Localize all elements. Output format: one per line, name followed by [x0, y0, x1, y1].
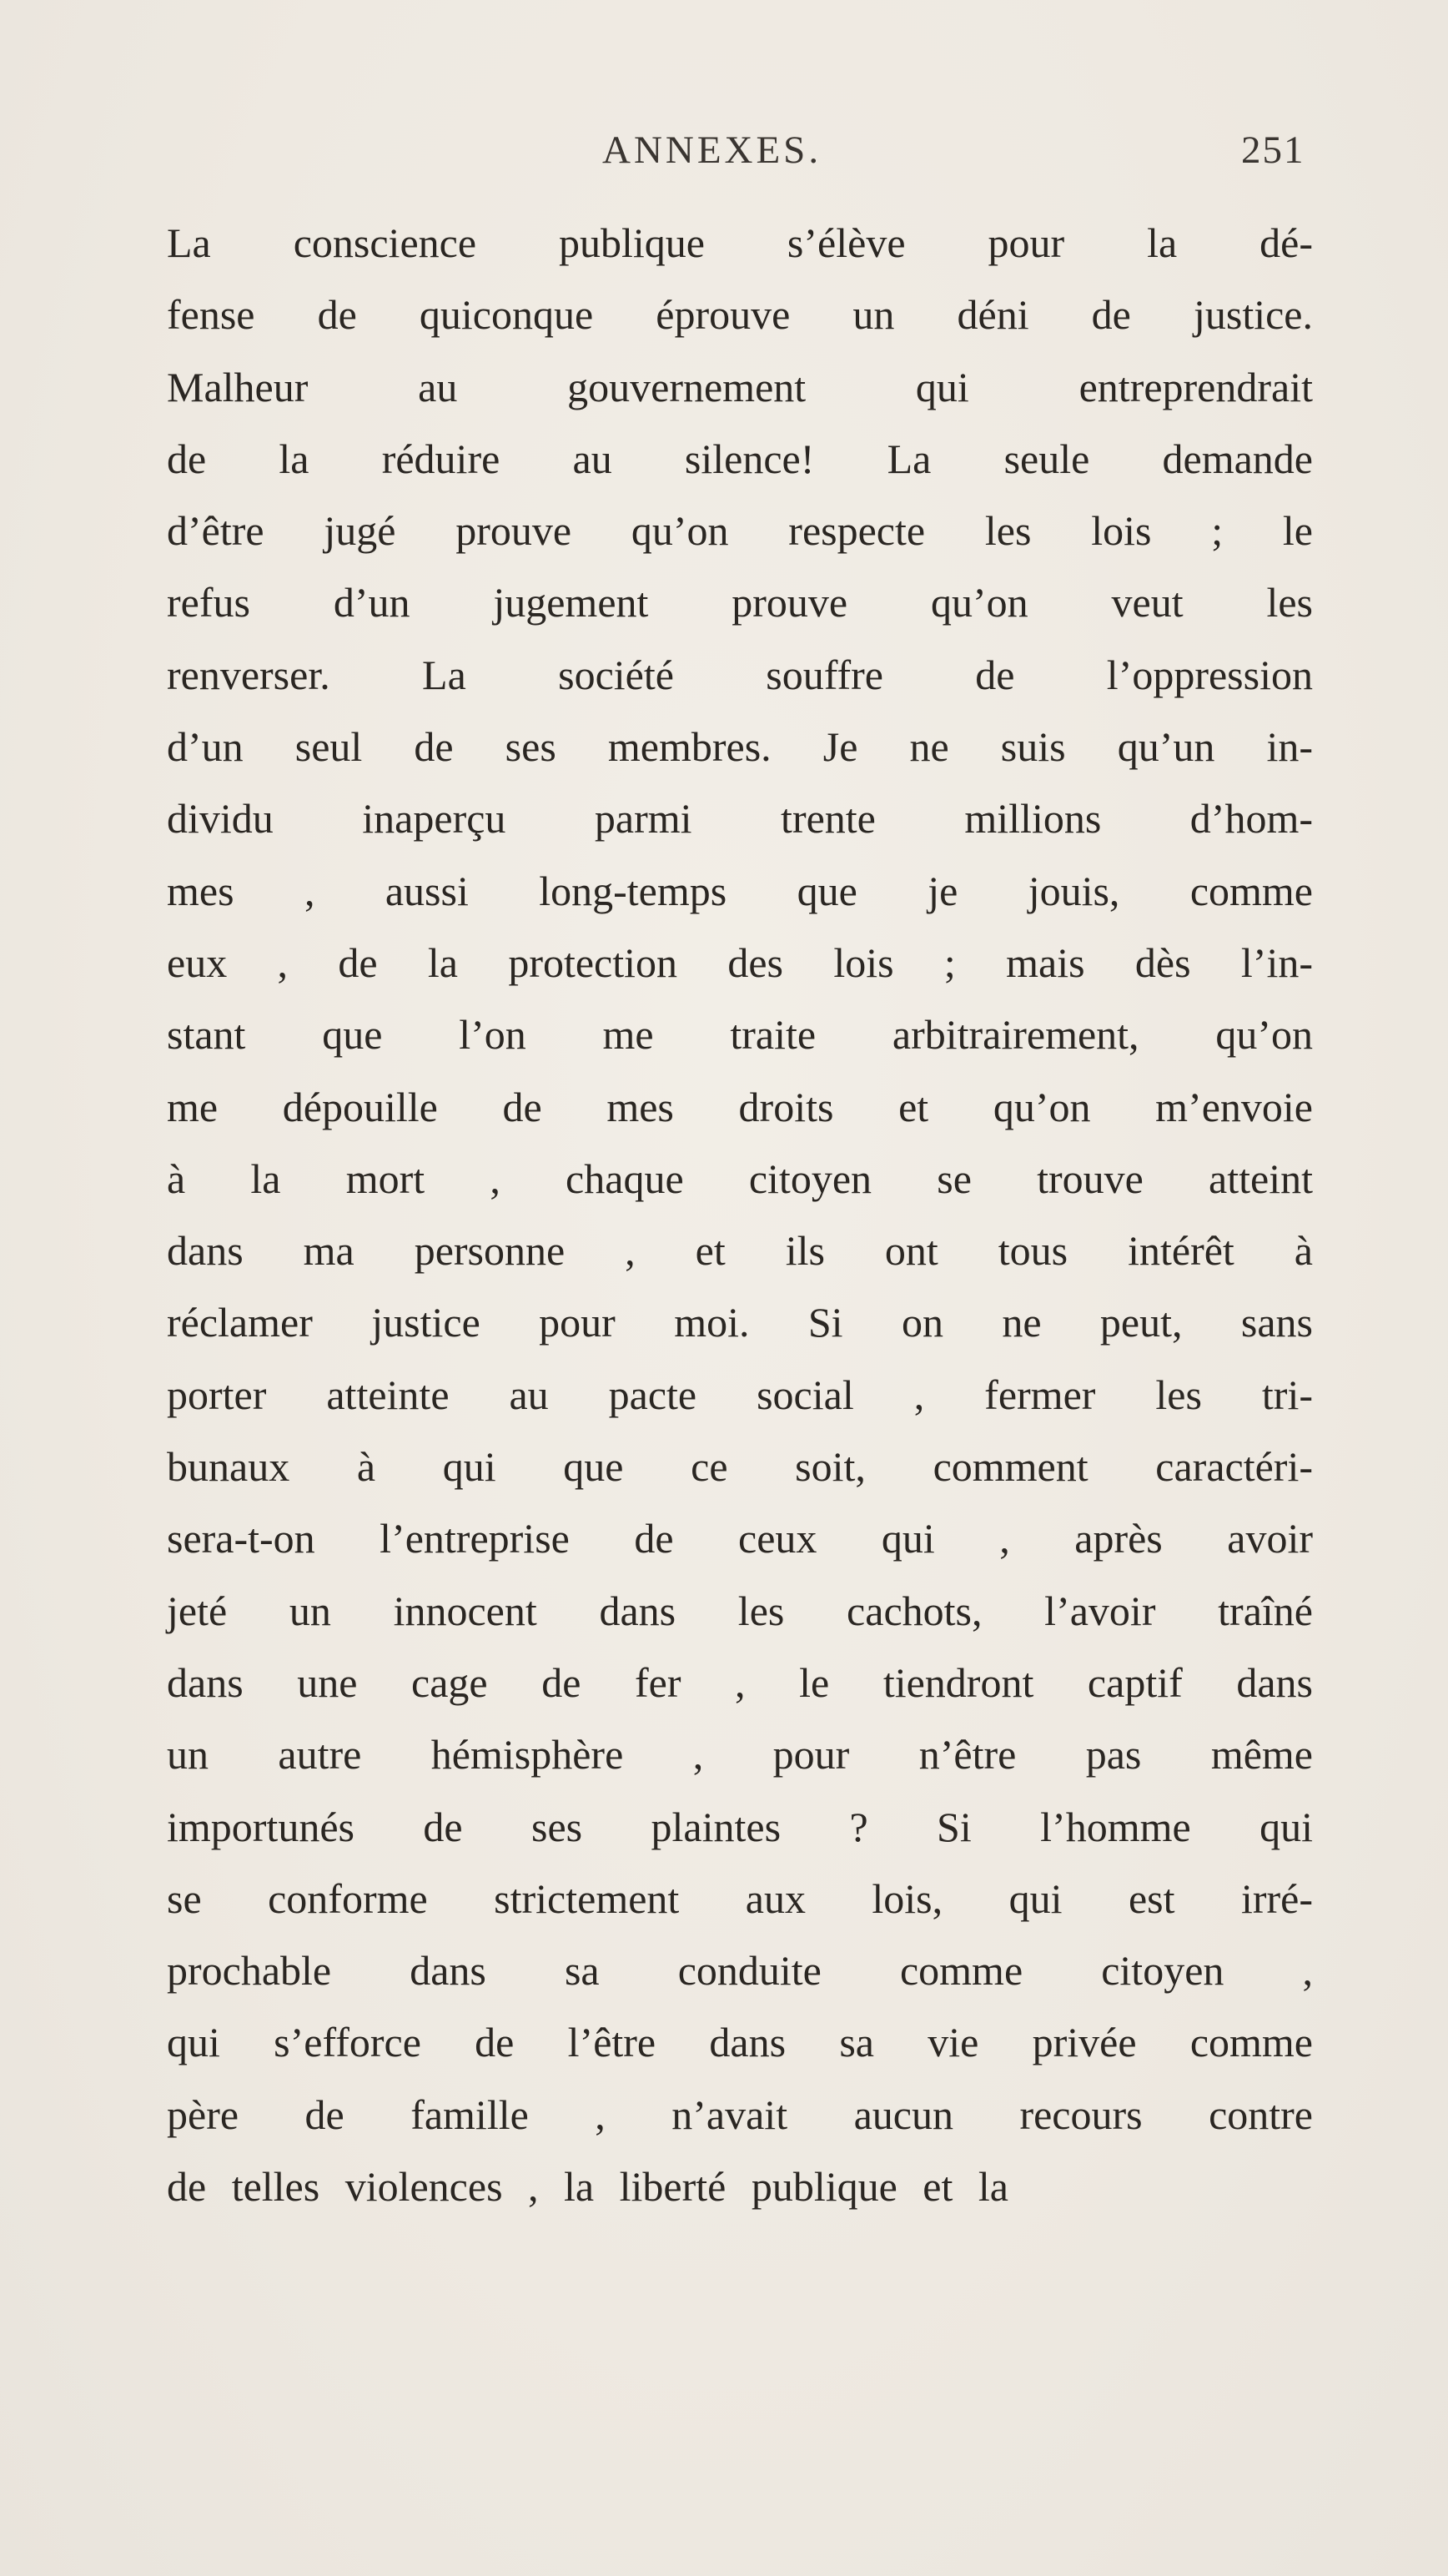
text-line: dans ma personne , et ils ont tous intérêt à: [167, 1227, 1313, 1275]
text-line: me dépouille de mes droits et qu’on m’envoie: [167, 1083, 1313, 1130]
text-line: fense de quiconque éprouve un déni de justice.: [167, 291, 1313, 339]
text-line: refus d’un jugement prouve qu’on veut les: [167, 579, 1313, 626]
text-line: Malheur au gouvernement qui entreprendrait: [167, 363, 1313, 410]
text-line: dans une cage de fer , le tiendront captif dans: [167, 1658, 1313, 1706]
text-line: d’un seul de ses membres. Je ne suis qu’un in-: [167, 723, 1313, 771]
text-line: stant que l’on me traite arbitrairement, qu’on: [167, 1011, 1313, 1059]
body-text: [167, 207, 1313, 2222]
text-line: sera-t-on l’entreprise de ceux qui , après avoir: [167, 1515, 1313, 1562]
text-line: qui s’efforce de l’être dans sa vie privée comme: [167, 2019, 1313, 2066]
text-line: mes , aussi long-temps que je jouis, comme: [167, 867, 1313, 914]
text-line: réclamer justice pour moi. Si on ne peut, sans: [167, 1299, 1313, 1346]
text-line: de telles violences , la liberté publique et la: [167, 2163, 1008, 2211]
running-title: ANNEXES.: [602, 128, 822, 172]
text-line: renverser. La société souffre de l’oppression: [167, 651, 1313, 698]
text-line: jeté un innocent dans les cachots, l’avoir traîné: [167, 1587, 1313, 1634]
text-line: d’être jugé prouve qu’on respecte les lois ; le: [167, 507, 1313, 555]
text-line: à la mort , chaque citoyen se trouve atteint: [167, 1155, 1313, 1202]
text-line: dividu inaperçu parmi trente millions d’hom-: [167, 795, 1313, 843]
text-line: un autre hémisphère , pour n’être pas même: [167, 1731, 1313, 1779]
text-line: père de famille , n’avait aucun recours contre: [167, 2090, 1313, 2138]
text-line: prochable dans sa conduite comme citoyen ,: [167, 1947, 1313, 1995]
text-line: eux , de la protection des lois ; mais dès l’in-: [167, 938, 1313, 986]
text-line: La conscience publique s’élève pour la dé-: [167, 219, 1313, 266]
text-line: se conforme strictement aux lois, qui est irré-: [167, 1874, 1313, 1922]
page-number: 251: [1241, 128, 1305, 172]
text-line: bunaux à qui que ce soit, comment caractéri-: [167, 1443, 1313, 1491]
text-line: importunés de ses plaintes ? Si l’homme qui: [167, 1803, 1313, 1850]
text-line: porter atteinte au pacte social , fermer les tri-: [167, 1371, 1313, 1418]
text-line: de la réduire au silence! La seule demande: [167, 435, 1313, 482]
running-head: [0, 125, 1448, 184]
